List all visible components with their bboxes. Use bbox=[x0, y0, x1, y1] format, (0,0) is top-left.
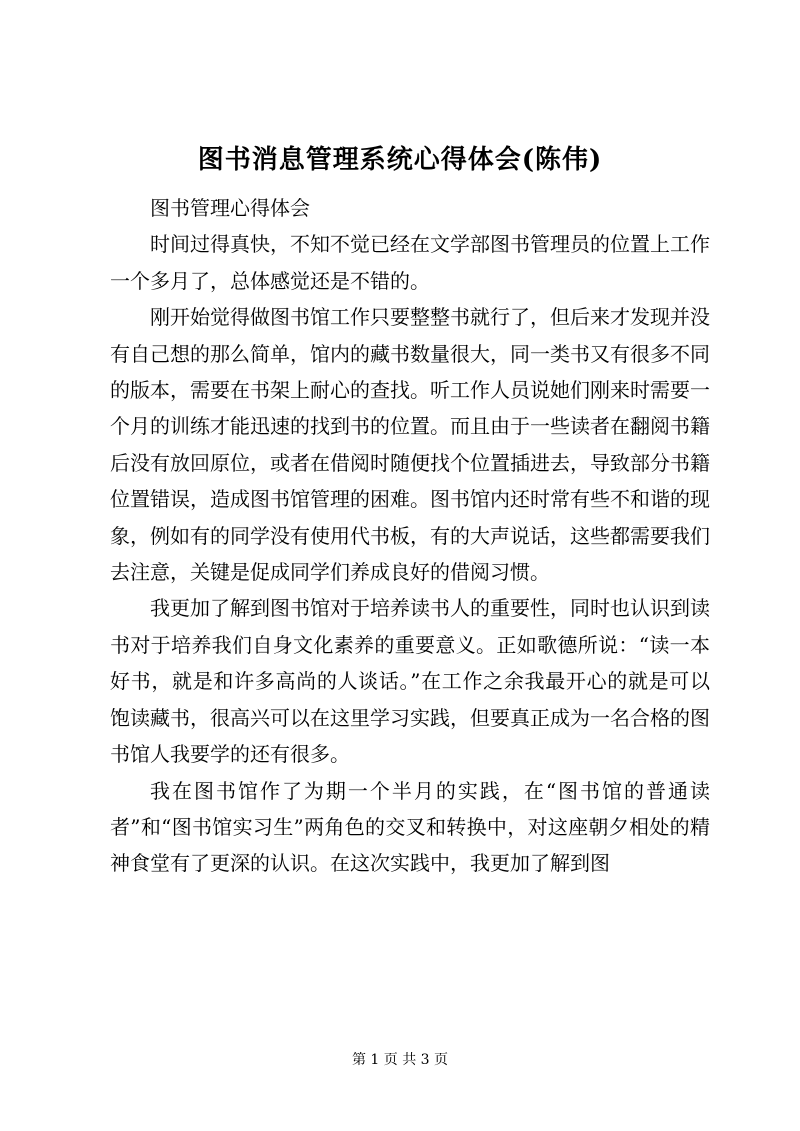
document-subheading: 图书管理心得体会 bbox=[150, 196, 310, 220]
paragraph: 时间过得真快，不知不觉已经在文学部图书管理员的位置上工作一个多月了，总体感觉还是不错的。 bbox=[110, 232, 710, 293]
paragraph: 我在图书馆作了为期一个半月的实践，在“图书馆的普通读者”和“图书馆实习生”两角色的交叉和转换中，对这座朝夕相处的精神食堂有了更深的认识。在这次实践中，我更加了解到图 bbox=[110, 778, 710, 876]
document-body bbox=[110, 190, 710, 882]
paragraph: 我更加了解到图书馆对于培养读书人的重要性，同时也认识到读书对于培养我们自身文化素养的重要意义。正如歌德所说：“读一本好书，就是和许多高尚的人谈话。”在工作之余我最开心的就是可以饱读藏书，很高兴可以在这里学习实践，但要真正成为一名合格的图书馆人我要学的还有很多。 bbox=[110, 596, 710, 767]
page-indicator: 第 1 页 共 3 页 bbox=[351, 1052, 449, 1068]
paragraph: 刚开始觉得做图书馆工作只要整整书就行了，但后来才发现并没有自己想的那么简单，馆内的藏书数量很大，同一类书又有很多不同的版本，需要在书架上耐心的查找。听工作人员说她们刚来时需要一个月的训练才能迅速的找到书的位置。而且由于一些读者在翻阅书籍后没有放回原位，或者在借阅时随便找个位置插进去，导致部分书籍位置错误，造成图书馆管理的困难。图书馆内还时常有些不和谐的现象，例如有的同学没有使用代书板，有的大声说话，这些都需要我们去注意，关键是促成同学们养成良好的借阅习惯。 bbox=[110, 305, 710, 585]
document-title: 图书消息管理系统心得体会(陈伟) bbox=[197, 145, 603, 175]
